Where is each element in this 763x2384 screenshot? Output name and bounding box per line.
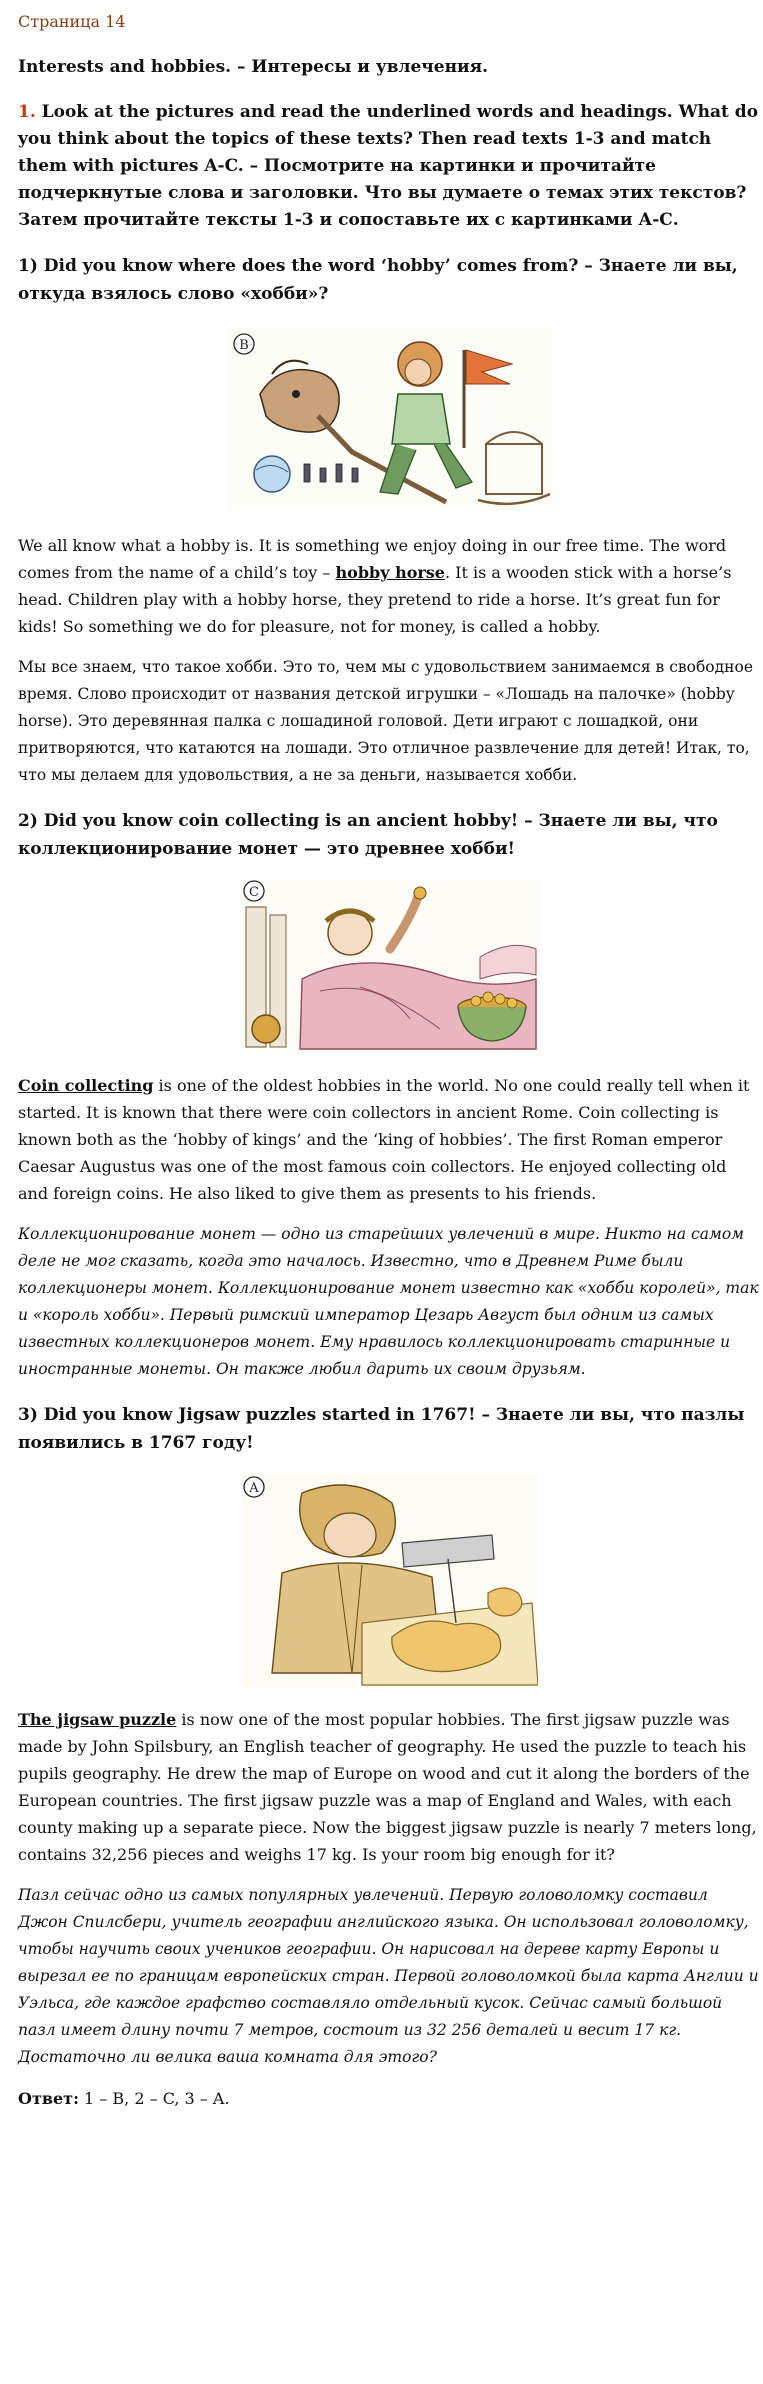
underlined-jigsaw-puzzle: The jigsaw puzzle [18, 1710, 177, 1729]
task-number: 1. [18, 102, 36, 122]
task-text: Look at the pictures and read the underlined words and headings. What do you think about the topics of these texts? Then read texts 1-3 and match them with pictures A-C. – Посмотрите на картинки и прочитайте подчеркнутые слова и заголовки. Что вы думаете о темах этих текстов? Затем прочитайте тексты 1-3 и сопоставьте их с картинками А-С. [18, 102, 759, 230]
page-label: Страница 14 [18, 12, 126, 31]
section-2-heading: 2) Did you know coin collecting is an ancient hobby! – Знаете ли вы, что коллекционирование монет — это древнее хобби! [18, 811, 718, 859]
page [18, 0, 761, 2108]
section-3-en-text: The jigsaw puzzle is now one of the most popular hobbies. The first jigsaw puzzle was made by John Spilsbury, an English teacher of geography. He used the puzzle to teach his pupils geography. He drew the map of Europe on wood and cut it along the borders of the European countries. The first jigsaw puzzle was a map of England and Wales, with each county making up a separate piece. Now the biggest jigsaw puzzle is nearly 7 meters long, contains 32,256 pieces and weighs 17 kg. Is your room big enough for it? [18, 1710, 757, 1864]
section-1-en-text: We all know what a hobby is. It is something we enjoy doing in our free time. The word comes from the name of a child’s toy – hobby horse. It is a wooden stick with a horse’s head. Children play with a hobby horse, they pretend to ride a horse. It’s great fun for kids! So something we do for pleasure, not for money, is called a hobby. [18, 536, 732, 636]
section-3-ru-text: Пазл сейчас одно из самых популярных увлечений. Первую головоломку составил Джон Спилсбери, учитель географии английского языка. Он использовал головоломку, чтобы научить своих учеников географии. Он нарисовал на дереве карту Европы и вырезал ее по границам европейских стран. Первой головоломкой была карта Англии и Уэльса, где каждое графство составляло отдельный кусок. Сейчас самый большой пазл имеет длину почти 7 метров, состоит из 32 256 деталей и весит 17 кг. Достаточно ли велика ваша комната для этого? [18, 1886, 759, 2066]
section-1-heading: 1) Did you know where does the word ‘hobby’ comes from? – Знаете ли вы, откуда взялось слово «хобби»? [18, 256, 738, 304]
answer-label: Ответ: [18, 2089, 79, 2108]
picture-letter-b: B [238, 338, 249, 353]
picture-letter-c: C [248, 885, 259, 900]
picture-letter-a: A [248, 1481, 259, 1496]
underlined-hobby-horse: hobby horse [335, 563, 445, 582]
section-title: Interests and hobbies. – Интересы и увлечения. [18, 57, 489, 77]
underlined-coin-collecting: Coin collecting [18, 1076, 154, 1095]
section-3-heading: 3) Did you know Jigsaw puzzles started in 1767! – Знаете ли вы, что пазлы появились в 1767 году! [18, 1405, 745, 1453]
section-2-en-text: Coin collecting is one of the oldest hobbies in the world. No one could really tell when it started. It is known that there were coin collectors in ancient Rome. Coin collecting is known both as the ‘hobby of kings’ and the ‘king of hobbies’. The first Roman emperor Caesar Augustus was one of the most famous coin collectors. He enjoyed collecting old and foreign coins. He also liked to give them as presents to his friends. [18, 1076, 750, 1203]
answer-value: 1 – B, 2 – C, 3 – A. [78, 2089, 230, 2108]
section-2-ru-text: Коллекционирование монет — одно из старейших увлечений в мире. Никто на самом деле не мог сказать, когда это началось. Известно, что в Древнем Риме были коллекционеры монет. Коллекционирование монет известно как «хобби королей», так и «король хобби». Первый римский император Цезарь Август был одним из самых известных коллекционеров монет. Ему нравилось коллекционировать старинные и иностранные монеты. Он также любил дарить их своим друзьям. [18, 1225, 759, 1378]
task-instructions [18, 99, 761, 234]
coin-collector-illustration [240, 879, 540, 1054]
hobby-horse-illustration [220, 324, 560, 514]
answer [18, 2089, 761, 2108]
jigsaw-puzzle-illustration [242, 1473, 538, 1688]
section-1-ru-text: Мы все знаем, что такое хобби. Это то, чем мы с удовольствием занимаемся в свободное время. Слово происходит от названия детской игрушки – «Лошадь на палочке» (hobby horse). Это деревянная палка с лошадиной головой. Дети играют с лошадкой, они притворяются, что катаются на лошади. Это отличное развлечение для детей! Итак, то, что мы делаем для удовольствия, а не за деньги, называется хобби. [18, 658, 753, 784]
